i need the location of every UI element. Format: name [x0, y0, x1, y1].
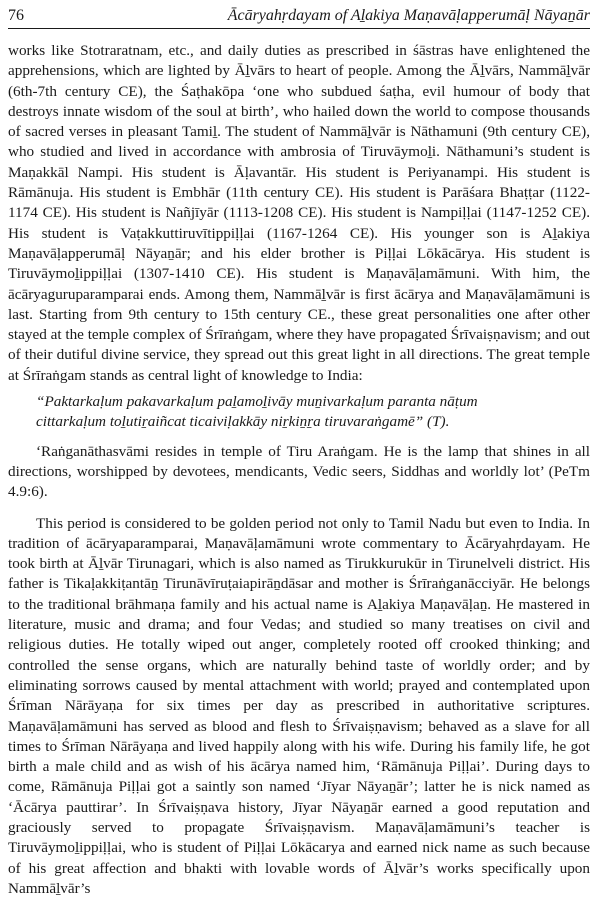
- verse-translation: ‘Raṅganāthasvāmi resides in temple of Tiru Araṅgam. He is the lamp that shines in all directions, worshipped by devotees, mendicants, Vedic seers, Siddhas and worldly lot’ (PeTm 4.9:6).: [8, 442, 590, 501]
- verse-line-1: “Paktarkaḷum pakavarkaḷum paḻamoḻivāy muṉivarkaḷum paranta nāṭum: [36, 393, 478, 411]
- running-header: [8, 6, 590, 29]
- verse-line-2: cittarkaḷum toḻutiṟaiñcat ticaiviḷakkāy niṟkiṉṟa tiruvaraṅgamē” (T).: [36, 413, 450, 431]
- tamil-verse: [36, 392, 590, 433]
- paragraph-manavalamamuni: This period is considered to be golden period not only to Tamil Nadu but even to India. In tradition of ācāryaparamparai, Maṇavāḷamāmuni wrote commentary to Ācāryahṛdayam. He took birth at Āḻvār Tirunagari, which is also named as Tirukkurukūr in Tirunelveli district. His father is Tikaḷakkiṭantāṉ Tirunāvīruṭaiapirāṉdāsar and mother is Śrīraṅganācciyār. He belongs to the traditional brāhmaṇa family and his actual name is Aḻakiya Maṇavāḷaṉ. He mastered in literature, music and drama; and four Vedas; and studied so many treatises on civil and religious duties. He totally wiped out anger, completely rooted off crooked thinking; and controlled the sense organs, which are naturally behind taste of worldly order; and by eliminating sorrows caused by mental attachment with world; prayed and contemplated upon Śrīman Nārāyaṇa for six times per day as prescribed in authoritative scriptures. Maṇavāḷamāmuni has served as blood and flesh to Śrīvaiṣṇavism; behaved as a slave for all times to Śrīman Nārāyaṇa and lived happily along with his wife. During his family life, he got birth a male child and as wish of his ācārya named him, ‘Rāmānuja Piḷḷai’. During days to come, Rāmānuja Piḷḷai got a saintly son named ‘Jīyar Nāyaṉār’; latter he is nick named as ‘Ācārya pauttirar’. In Śrīvaiṣṇava history, Jīyar Nāyaṉār earned a good reputation and graciously served to propagate Śrīvaiṣṇavism. Maṇavāḷamāmuni’s teacher is Tiruvāymoḻippiḷḷai, who is student of Piḷḷai Lōkācarya and earned nick name as such because of his great affection and bhakti with lovable words of Āḻvār’s works specifically upon Nammāḻvār’s: [8, 514, 590, 897]
- page-number: 76: [8, 7, 24, 24]
- paragraph-lineage: works like Stotraratnam, etc., and daily duties as prescribed in śāstras have enlightened the apprehensions, which are lighted by Āḻvārs to heart of people. Among the Āḻvārs, Nammāḻvār (6th-7th century CE), the Śaṭhakōpa ‘one who subdued śaṭha, evil humour of body that destroys innate wisdom of the soul at birth’, who hailed down the world to compose thousands of sacred verses in pleasant Tamiḻ. The student of Nammāḻvār is Nāthamuni (9th century CE), who studied and lived in accordance with ambrosia of Tiruvāymoḻi. Nāthamuni’s student is Maṇakkāl Nampi. His student is Āḷavantār. His student is Periyanampi. His student is Rāmānuja. His student is Embhār (11th century CE). His student is Parāśara Bhaṭṭar (1122-1174 CE). His student is Nañjīyār (1113-1208 CE). His student is Nampiḷḷai (1147-1252 CE). His student is Vaṭakkuttiruvītippiḷḷai (1167-1264 CE). His younger son is Aḻakiya Maṇavāḷapperumāḷ Nāyaṉār; and his elder brother is Piḷḷai Lōkācārya. His student is Tiruvāymoḻippiḷḷai (1307-1410 CE). His student is Maṇavāḷamāmuni. With him, the ācāryaguruparamparai ends. Among them, Nammāḻvār is first ācārya and Maṇavāḷamāmuni is last. Starting from 9th century to 15th century CE., these great personalities one after other stayed at the temple complex of Śrīraṅgam, where they have propagated Śrīvaiṣṇavism; and out of their dutiful divine service, they spread out this great light in all directions. The great temple at Śrīraṅgam stands as central light of knowledge to India:: [8, 42, 591, 384]
- running-title: Ācāryahṛdayam of Aḻakiya Maṇavāḷapperumāḷ Nāyaṉār: [227, 7, 590, 24]
